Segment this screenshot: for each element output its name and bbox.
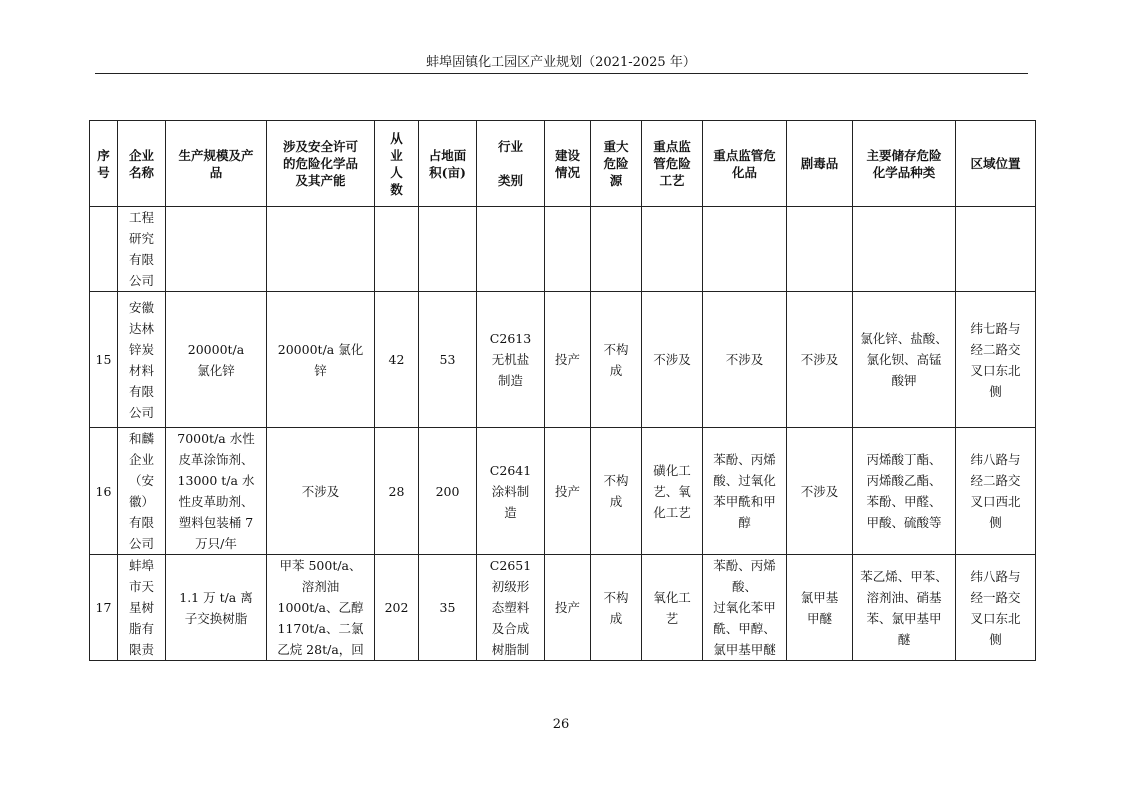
cell-process: 磺化工 艺、氧 化工艺 [642,428,703,555]
cell-area: 35 [419,555,477,661]
column-header: 剧毒品 [787,121,853,207]
cell-toxic: 氯甲基 甲醚 [787,555,853,661]
column-header: 涉及安全许可 的危险化学品 及其产能 [267,121,375,207]
cell-scale: 20000t/a 氯化锌 [166,292,267,428]
cell-hazchem [267,207,375,292]
cell-major-hazard: 不构 成 [591,555,642,661]
column-header: 从 业 人 数 [375,121,419,207]
cell-scale: 1.1 万 t/a 离 子交换树脂 [166,555,267,661]
cell-industry [477,207,545,292]
cell-staff: 202 [375,555,419,661]
table-row [90,292,1036,428]
cell-enterprise-name: 工程 研究 有限 公司 [118,207,166,292]
cell-enterprise-name: 安徽 达林 锌炭 材料 有限 公司 [118,292,166,428]
cell-key-chem: 不涉及 [703,292,787,428]
cell-toxic: 不涉及 [787,292,853,428]
column-header: 重点监管危 化品 [703,121,787,207]
cell-hazchem: 20000t/a 氯化 锌 [267,292,375,428]
cell-staff: 42 [375,292,419,428]
column-header: 行业 类别 [477,121,545,207]
cell-location: 纬七路与 经二路交 叉口东北 侧 [956,292,1036,428]
table-header-row [90,121,1036,207]
table-row [90,428,1036,555]
cell-enterprise-name: 和麟 企业 （安 徽） 有限 公司 [118,428,166,555]
cell-key-chem [703,207,787,292]
cell-industry: C2613 无机盐 制造 [477,292,545,428]
cell-process: 不涉及 [642,292,703,428]
cell-toxic: 不涉及 [787,428,853,555]
table-row [90,207,1036,292]
cell-storage [853,207,956,292]
cell-staff [375,207,419,292]
page-header: 蚌埠固镇化工园区产业规划（2021-2025 年） [426,55,696,70]
cell-location [956,207,1036,292]
column-header: 企业 名称 [118,121,166,207]
cell-scale: 7000t/a 水性 皮革涂饰剂、 13000 t/a 水 性皮革助剂、 塑料包装桶 7 万只/年 [166,428,267,555]
cell-key-chem: 苯酚、丙烯 酸、过氧化 苯甲酰和甲 醇 [703,428,787,555]
cell-location: 纬八路与 经一路交 叉口东北 侧 [956,555,1036,661]
cell-status: 投产 [545,292,591,428]
table-row [90,555,1036,661]
cell-process [642,207,703,292]
column-header: 序 号 [90,121,118,207]
cell-hazchem: 不涉及 [267,428,375,555]
cell-status: 投产 [545,428,591,555]
page-number: 26 [552,717,570,732]
cell-area [419,207,477,292]
cell-status: 投产 [545,555,591,661]
cell-location: 纬八路与 经二路交 叉口西北 侧 [956,428,1036,555]
cell-major-hazard [591,207,642,292]
header-rule [95,73,1028,74]
column-header: 建设 情况 [545,121,591,207]
column-header: 占地面 积(亩) [419,121,477,207]
cell-industry: C2641 涂料制 造 [477,428,545,555]
cell-key-chem: 苯酚、丙烯 酸、 过氧化苯甲 酰、甲醇、 氯甲基甲醚 [703,555,787,661]
cell-status [545,207,591,292]
cell-storage: 丙烯酸丁酯、 丙烯酸乙酯、 苯酚、甲醛、 甲酸、硫酸等 [853,428,956,555]
column-header: 主要储存危险 化学品种类 [853,121,956,207]
cell-no: 16 [90,428,118,555]
cell-area: 200 [419,428,477,555]
cell-no: 15 [90,292,118,428]
cell-enterprise-name: 蚌埠 市天 星树 脂有 限责 [118,555,166,661]
cell-area: 53 [419,292,477,428]
cell-storage: 氯化锌、盐酸、 氯化钡、高锰 酸钾 [853,292,956,428]
column-header: 重点监 管危险 工艺 [642,121,703,207]
cell-hazchem: 甲苯 500t/a、 溶剂油 1000t/a、乙醇 1170t/a、二氯 乙烷 28t/a，回 [267,555,375,661]
column-header: 区域位置 [956,121,1036,207]
cell-industry: C2651 初级形 态塑料 及合成 树脂制 [477,555,545,661]
cell-staff: 28 [375,428,419,555]
cell-toxic [787,207,853,292]
cell-major-hazard: 不构 成 [591,292,642,428]
cell-no [90,207,118,292]
cell-major-hazard: 不构 成 [591,428,642,555]
cell-process: 氧化工 艺 [642,555,703,661]
cell-storage: 苯乙烯、甲苯、 溶剂油、硝基 苯、氯甲基甲 醚 [853,555,956,661]
enterprise-table [89,120,1036,661]
column-header: 生产规模及产 品 [166,121,267,207]
cell-no: 17 [90,555,118,661]
cell-scale [166,207,267,292]
column-header: 重大 危险 源 [591,121,642,207]
